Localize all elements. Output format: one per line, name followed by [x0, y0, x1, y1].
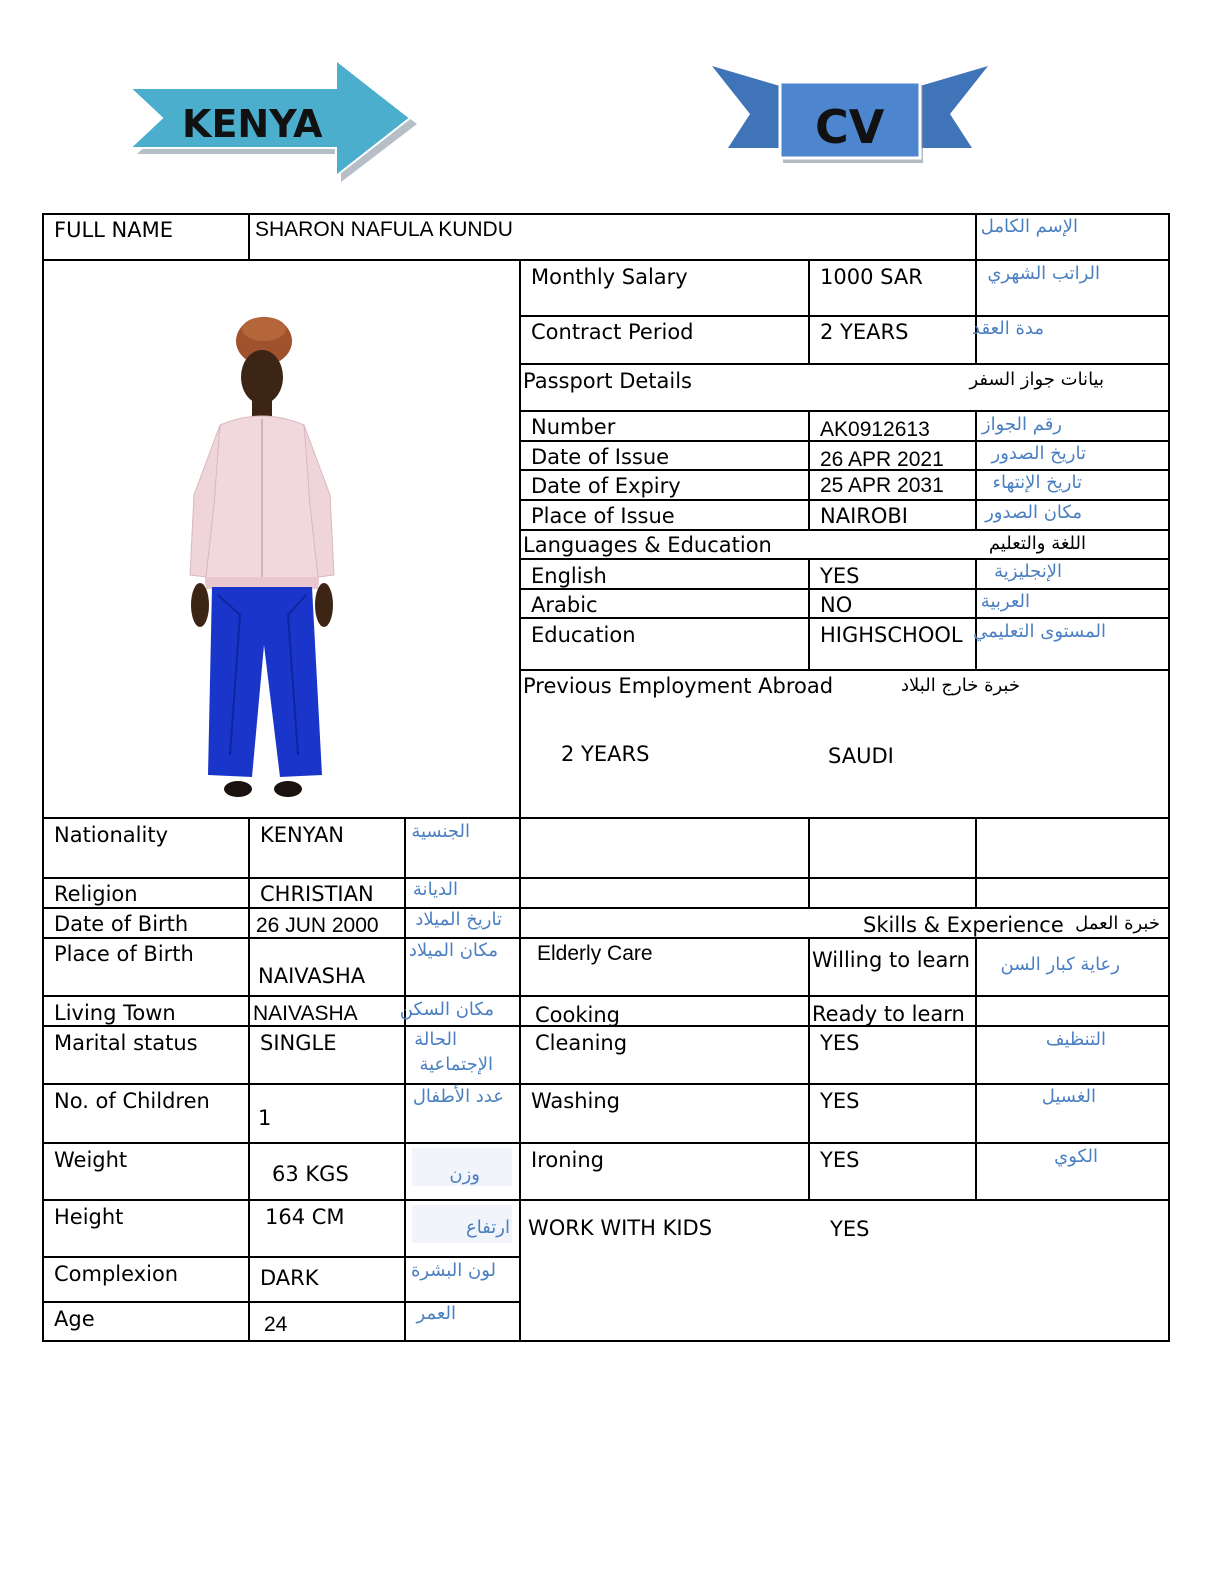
- issue-date-label: Date of Issue: [531, 445, 670, 469]
- living-town-ar: مكان السكن: [399, 999, 494, 1020]
- living-town-label: Living Town: [54, 1001, 176, 1025]
- employment-country: SAUDI: [828, 744, 894, 768]
- education-label: Education: [531, 623, 636, 647]
- nationality-ar: الجنسية: [411, 821, 470, 842]
- issue-place-ar: مكان الصدور: [985, 502, 1082, 523]
- weight-label: Weight: [54, 1148, 128, 1172]
- employment-title: Previous Employment Abroad: [523, 674, 834, 698]
- elderly-care-label: Elderly Care: [537, 942, 653, 965]
- issue-date-ar: تاريخ الصدور: [991, 443, 1086, 464]
- complexion-label: Complexion: [54, 1262, 179, 1286]
- washing-label: Washing: [531, 1089, 621, 1113]
- elderly-care-ar: رعاية كبار السن: [1000, 954, 1120, 975]
- monthly-salary-ar: الراتب الشهري: [987, 263, 1100, 284]
- nationality-label: Nationality: [54, 823, 169, 847]
- arabic-ar: العربية: [980, 591, 1030, 612]
- monthly-salary-label: Monthly Salary: [531, 265, 688, 289]
- height-ar: ارتفاع: [465, 1217, 510, 1238]
- passport-title: Passport Details: [523, 369, 692, 393]
- religion-ar: الديانة: [412, 879, 458, 900]
- pob-label: Place of Birth: [54, 942, 194, 966]
- contract-period-value: 2 YEARS: [820, 320, 909, 344]
- english-label: English: [531, 564, 607, 588]
- marital-ar-line1: الحالة: [414, 1029, 457, 1050]
- arabic-value: NO: [820, 593, 853, 617]
- kids-label: WORK WITH KIDS: [528, 1216, 713, 1240]
- employment-duration: 2 YEARS: [561, 742, 650, 766]
- country-banner-text: KENYA: [182, 102, 323, 146]
- children-label: No. of Children: [54, 1089, 210, 1113]
- issue-place-label: Place of Issue: [531, 504, 675, 528]
- complexion-value: DARK: [260, 1266, 319, 1290]
- weight-ar: وزن: [449, 1164, 480, 1185]
- education-ar: المستوى التعليمي: [973, 621, 1106, 642]
- nationality-value: KENYAN: [260, 823, 345, 847]
- marital-label: Marital status: [54, 1031, 198, 1055]
- dob-value: 26 JUN 2000: [256, 914, 379, 937]
- cooking-label: Cooking: [535, 1003, 620, 1027]
- arabic-label: Arabic: [531, 593, 598, 617]
- complexion-ar: لون البشرة: [410, 1260, 496, 1281]
- languages-title-ar: اللغة والتعليم: [988, 533, 1086, 554]
- contract-period-ar: مدة العقد: [972, 318, 1044, 339]
- cv-banner-text: CV: [815, 100, 885, 154]
- living-town-value: NAIVASHA: [253, 1002, 358, 1025]
- skills-title: Skills & Experience: [863, 913, 1064, 937]
- ironing-value: YES: [820, 1148, 860, 1172]
- cleaning-label: Cleaning: [535, 1031, 628, 1055]
- ironing-ar: الكوي: [1054, 1146, 1098, 1167]
- employment-title-ar: خبرة خارج البلاد: [901, 675, 1020, 696]
- cooking-value: Ready to learn: [812, 1002, 965, 1026]
- issue-place-value: NAIROBI: [820, 504, 908, 528]
- pob-value: NAIVASHA: [258, 964, 366, 988]
- passport-number-value: AK0912613: [820, 418, 930, 441]
- expiry-date-label: Date of Expiry: [531, 474, 681, 498]
- full-name-ar: الإسم الكامل: [980, 216, 1078, 237]
- passport-title-ar: بيانات جواز السفر: [969, 369, 1104, 390]
- children-value: 1: [258, 1106, 272, 1130]
- cleaning-value: YES: [820, 1031, 860, 1055]
- age-value: 24: [264, 1313, 288, 1336]
- pob-ar: مكان الميلاد: [408, 940, 498, 961]
- height-value: 164 CM: [265, 1205, 345, 1229]
- kids-value: YES: [830, 1217, 870, 1241]
- washing-ar: الغسيل: [1041, 1086, 1096, 1107]
- full-name-value: SHARON NAFULA KUNDU: [255, 218, 513, 241]
- religion-label: Religion: [54, 882, 138, 906]
- passport-number-ar: رقم الجواز: [981, 414, 1062, 435]
- languages-title: Languages & Education: [523, 533, 772, 557]
- marital-ar-line2: الإجتماعية: [419, 1054, 493, 1075]
- contract-period-label: Contract Period: [531, 320, 694, 344]
- ironing-label: Ironing: [531, 1148, 604, 1172]
- full-name-label: FULL NAME: [54, 218, 173, 242]
- dob-ar: تاريخ الميلاد: [415, 909, 502, 930]
- skills-title-ar: خبرة العمل: [1075, 913, 1160, 934]
- cleaning-ar: التنظيف: [1045, 1029, 1106, 1050]
- expiry-date-value: 25 APR 2031: [820, 474, 944, 497]
- issue-date-value: 26 APR 2021: [820, 448, 944, 471]
- age-label: Age: [54, 1307, 95, 1331]
- elderly-care-value: Willing to learn: [812, 948, 970, 972]
- religion-value: CHRISTIAN: [260, 882, 374, 906]
- washing-value: YES: [820, 1089, 860, 1113]
- education-value: HIGHSCHOOL: [820, 623, 963, 647]
- weight-value: 63 KGS: [272, 1162, 349, 1186]
- marital-value: SINGLE: [260, 1031, 337, 1055]
- age-ar: العمر: [416, 1303, 456, 1324]
- height-label: Height: [54, 1205, 124, 1229]
- children-ar: عدد الأطفال: [412, 1086, 504, 1107]
- passport-number-label: Number: [531, 415, 616, 439]
- expiry-date-ar: تاريخ الإنتهاء: [992, 472, 1082, 493]
- dob-label: Date of Birth: [54, 912, 189, 936]
- candidate-photo: [180, 315, 340, 805]
- monthly-salary-value: 1000 SAR: [820, 265, 923, 289]
- english-value: YES: [820, 564, 860, 588]
- english-ar: الإنجليزية: [994, 561, 1062, 582]
